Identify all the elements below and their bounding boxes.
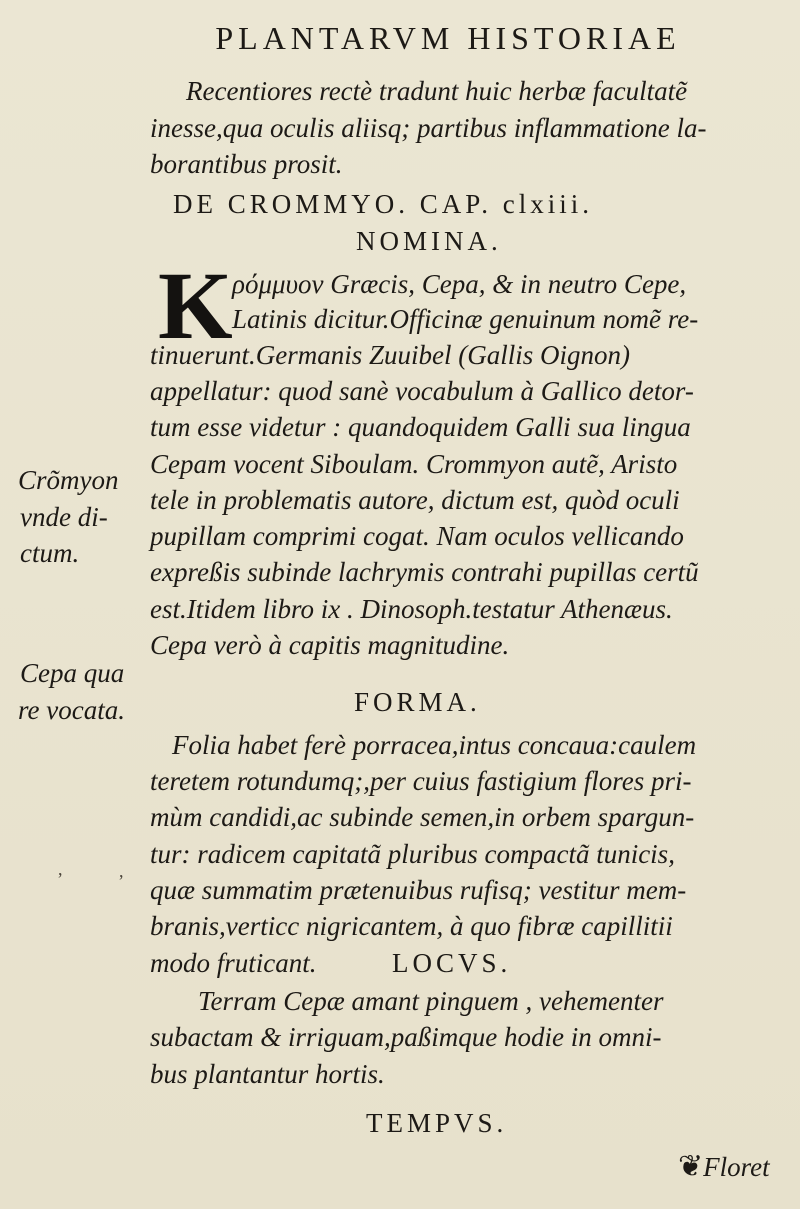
text-line-6: tinuerunt.Germanis Zuuibel (Gallis Oignon): [150, 340, 630, 370]
text-line-14: Cepa verò à capitis magnitudine.: [150, 630, 510, 660]
chapter-heading: DE CROMMYO. CAP. clxiii.: [173, 189, 594, 219]
text-line-2: inesse,qua oculis aliisq; partibus inflammatione la-: [150, 113, 707, 143]
text-line-21: modo fruticant.: [150, 948, 317, 978]
text-line-8: tum esse videtur : quandoquidem Galli sua lingua: [150, 412, 691, 442]
text-line-18: tur: radicem capitatã pluribus compactã tunicis,: [150, 839, 675, 869]
text-line-5: Latinis dicitur.Officinæ genuinum nomẽ re-: [232, 304, 699, 334]
text-line-7: appellatur: quod sanè vocabulum à Gallico detor-: [150, 376, 694, 406]
margin-note-crommyon-line-3: ctum.: [20, 538, 80, 568]
text-line-17: mùm candidi,ac subinde semen,in orbem spargun-: [150, 802, 695, 832]
text-line-12: expreßis subinde lachrymis contrahi pupillas certũ: [150, 557, 699, 587]
fleuron-icon: ❦: [678, 1150, 704, 1183]
text-line-24: bus plantantur hortis.: [150, 1059, 385, 1089]
margin-note-crommyon-line-2: vnde di-: [20, 502, 108, 532]
ink-mark-2: ,: [119, 861, 124, 881]
text-line-10: tele in problematis autore, dictum est, quòd oculi: [150, 485, 680, 515]
text-line-9: Cepam vocent Siboulam. Crommyon autẽ, Aristo: [150, 449, 678, 479]
catchword: [678, 1152, 770, 1182]
section-heading-forma: FORMA.: [354, 687, 481, 717]
margin-note-crommyon-line-1: Crõmyon: [18, 465, 119, 495]
text-line-20: branis,verticc nigricantem, à quo fibræ capillitii: [150, 911, 673, 941]
text-line-3: borantibus prosit.: [150, 149, 343, 179]
text-line-23: subactam & irriguam,paßimque hodie in omni-: [150, 1022, 662, 1052]
text-line-4: ρόμμυον Græcis, Cepa, & in neutro Cepe,: [232, 269, 687, 299]
text-line-19: quæ summatim prætenuibus rufisq; vestitur mem-: [150, 875, 687, 905]
text-line-11: pupillam comprimi cogat. Nam oculos vellicando: [150, 521, 684, 551]
text-line-1: Recentiores rectè tradunt huic herbæ facultatẽ: [186, 76, 688, 106]
section-heading-tempus: TEMPVS.: [366, 1108, 508, 1138]
margin-note-cepa-line-1: Cepa qua: [20, 658, 125, 688]
text-line-13: est.Itidem libro ix . Dinosoph.testatur Athenæus.: [150, 594, 673, 624]
running-header: PLANTARVM HISTORIAE: [215, 20, 681, 56]
drop-cap-k: K: [158, 252, 233, 359]
section-heading-nomina: NOMINA.: [356, 226, 502, 256]
ink-mark-1: ,: [58, 859, 63, 879]
text-line-16: teretem rotundumq;,per cuius fastigium flores pri-: [150, 766, 692, 796]
section-heading-locus: LOCVS.: [392, 948, 512, 978]
text-line-15: Folia habet ferè porracea,intus concaua:caulem: [172, 730, 697, 760]
catchword-text: Floret: [703, 1152, 770, 1182]
text-line-22: Terram Cepæ amant pinguem , vehementer: [198, 986, 664, 1016]
margin-note-cepa-line-2: re vocata.: [18, 695, 125, 725]
